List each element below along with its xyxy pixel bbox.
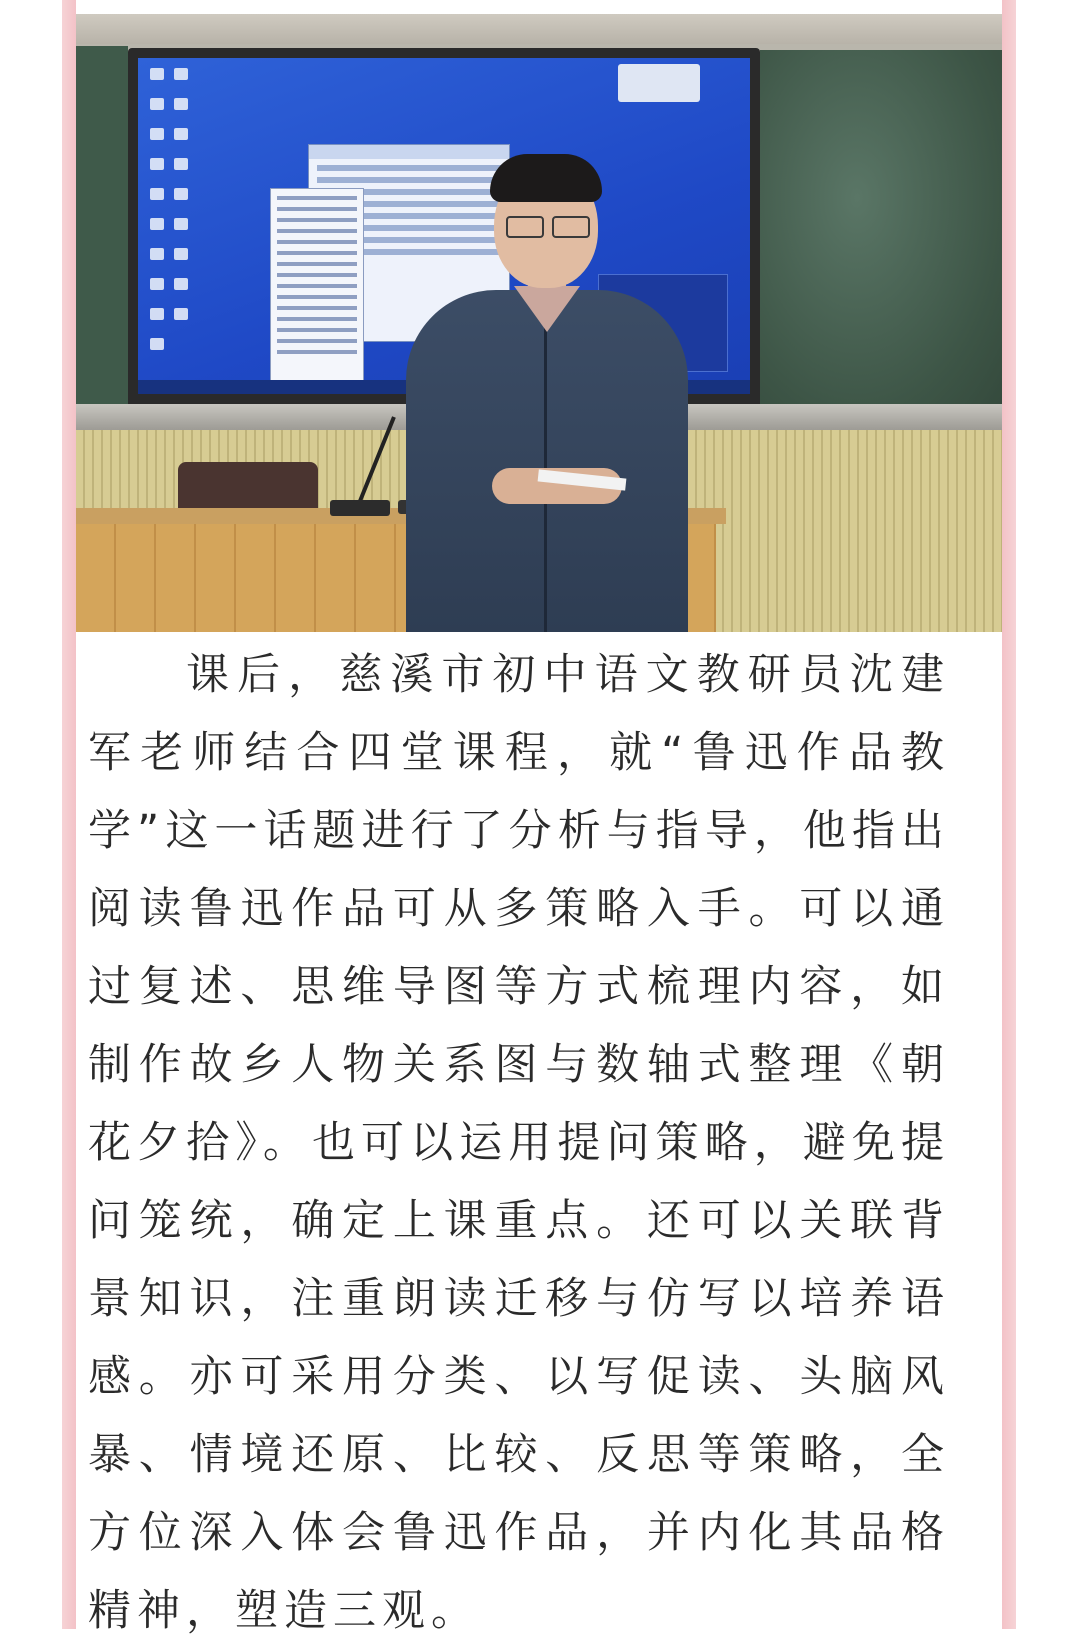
desktop-icon <box>174 188 188 200</box>
right-decorative-border <box>1002 0 1016 1629</box>
desktop-icon <box>150 158 164 170</box>
desktop-icon <box>150 188 164 200</box>
desktop-icon <box>150 98 164 110</box>
desktop-icon <box>174 278 188 290</box>
chair <box>178 462 318 512</box>
desktop-icon <box>174 248 188 260</box>
microphone-base <box>330 500 390 516</box>
desktop-icon <box>174 308 188 320</box>
chalkboard-left <box>76 46 128 406</box>
context-menu <box>270 188 364 390</box>
left-decorative-border <box>62 0 76 1629</box>
desktop-icon <box>150 248 164 260</box>
article-card <box>76 0 1002 1636</box>
speaker-jacket <box>406 290 688 632</box>
desktop-icon <box>174 98 188 110</box>
desktop-icon <box>150 338 164 350</box>
chalkboard-right <box>760 50 1002 420</box>
speaker-hair <box>490 154 602 202</box>
screen-widget <box>618 64 700 102</box>
desktop-icon <box>150 308 164 320</box>
desktop-icon <box>150 68 164 80</box>
glasses <box>506 216 590 236</box>
desktop-icon <box>174 158 188 170</box>
desktop-icon <box>174 128 188 140</box>
classroom-photo <box>76 14 1002 632</box>
article-paragraph: 课后，慈溪市初中语文教研员沈建军老师结合四堂课程，就“鲁迅作品教学”这一话题进行了分析与指导，他指出阅读鲁迅作品可从多策略入手。可以通过复述、思维导图等方式梳理内容，如制作故乡人物关系图与数轴式整理《朝花夕拾》。也可以运用提问策略，避免提问笼统，确定上课重点。还可以关联背景知识，注重朗读迁移与仿写以培养语感。亦可采用分类、以写促读、头脑风暴、情境还原、比较、反思等策略，全方位深入体会鲁迅作品，并内化其品格精神，塑造三观。 <box>88 650 950 1636</box>
desktop-icon <box>174 68 188 80</box>
desktop-icon <box>150 278 164 290</box>
desktop-icon <box>150 218 164 230</box>
desktop-icon <box>174 218 188 230</box>
desktop-icon <box>150 128 164 140</box>
ceiling-band <box>76 14 1002 44</box>
